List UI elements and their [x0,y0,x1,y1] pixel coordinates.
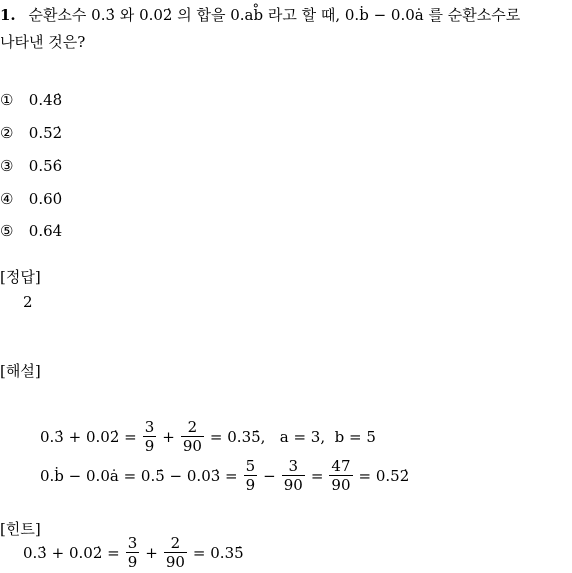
numerator: 5 [245,457,256,475]
numerator: 3 [127,534,138,552]
eq1-fraction-1 [143,418,157,455]
plus-sign: + [145,543,158,562]
answer-label: [정답] [0,268,41,286]
eq2-rhs: = 0.52̇ [358,466,410,485]
hint-label: [힌트] [0,520,41,538]
choice-3[interactable] [0,157,62,175]
choice-number: ② [0,124,14,142]
denominator: 9 [127,553,138,571]
eq1-rhs: = 0.35̇, a = 3, b = 5 [209,427,376,446]
question-number: 1. [0,6,16,24]
numerator: 3 [282,457,305,476]
choice-number: ① [0,91,14,109]
numerator: 3 [144,418,155,436]
hint-rhs: = 0.35̇ [192,543,244,562]
denominator: 9 [144,437,155,455]
question-line-2: 나타낸 것은? [0,33,86,51]
choice-text: 0.52̇ [28,124,63,142]
equals-sign: = [310,466,324,485]
choice-number: ④ [0,190,14,208]
denominator: 90 [182,437,202,455]
hint-equation [23,534,244,571]
eq2-fraction-1 [244,457,258,494]
choice-text: 0.48̇ [28,91,63,109]
eq1-lhs: 0.3̇ + 0.02̇ = [40,427,137,446]
choice-4[interactable] [0,190,62,208]
choice-text: 0.64̇ [28,222,63,240]
explanation-equation-1 [40,418,376,455]
question-line-1 [0,4,520,25]
hint-fraction-1 [126,534,140,571]
answer-value: 2 [23,293,33,311]
choice-text: 0.60̇ [28,190,63,208]
choice-number: ③ [0,157,14,175]
eq2-fraction-3 [329,457,352,494]
hint-fraction-2 [164,534,187,571]
denominator: 90 [283,476,303,494]
minus-sign: − [263,466,276,485]
denominator: 9 [245,476,256,494]
question-text-1: 순환소수 0.3̇ 와 0.02̇ 의 합을 0.ab̊ 라고 할 때, 0.ḃ − 0.0ȧ 를 순환소수로 [28,6,521,24]
eq2-fraction-2 [282,457,305,494]
explanation-label: [해설] [0,362,41,380]
denominator: 90 [331,476,351,494]
numerator: 2 [181,418,204,437]
choice-text: 0.56̇ [28,157,63,175]
plus-sign: + [162,427,175,446]
explanation-equation-2 [40,457,409,494]
denominator: 90 [165,553,185,571]
choice-2[interactable] [0,124,62,142]
numerator: 47 [331,457,351,475]
eq1-fraction-2 [181,418,204,455]
hint-lhs: 0.3̇ + 0.02̇ = [23,543,120,562]
choice-1[interactable] [0,91,62,109]
choice-number: ⑤ [0,222,14,240]
eq2-lhs: 0.ḃ − 0.0ȧ = 0.5̇ − 0.03̇ = [40,466,238,485]
choice-5[interactable] [0,222,62,240]
numerator: 2 [164,534,187,553]
